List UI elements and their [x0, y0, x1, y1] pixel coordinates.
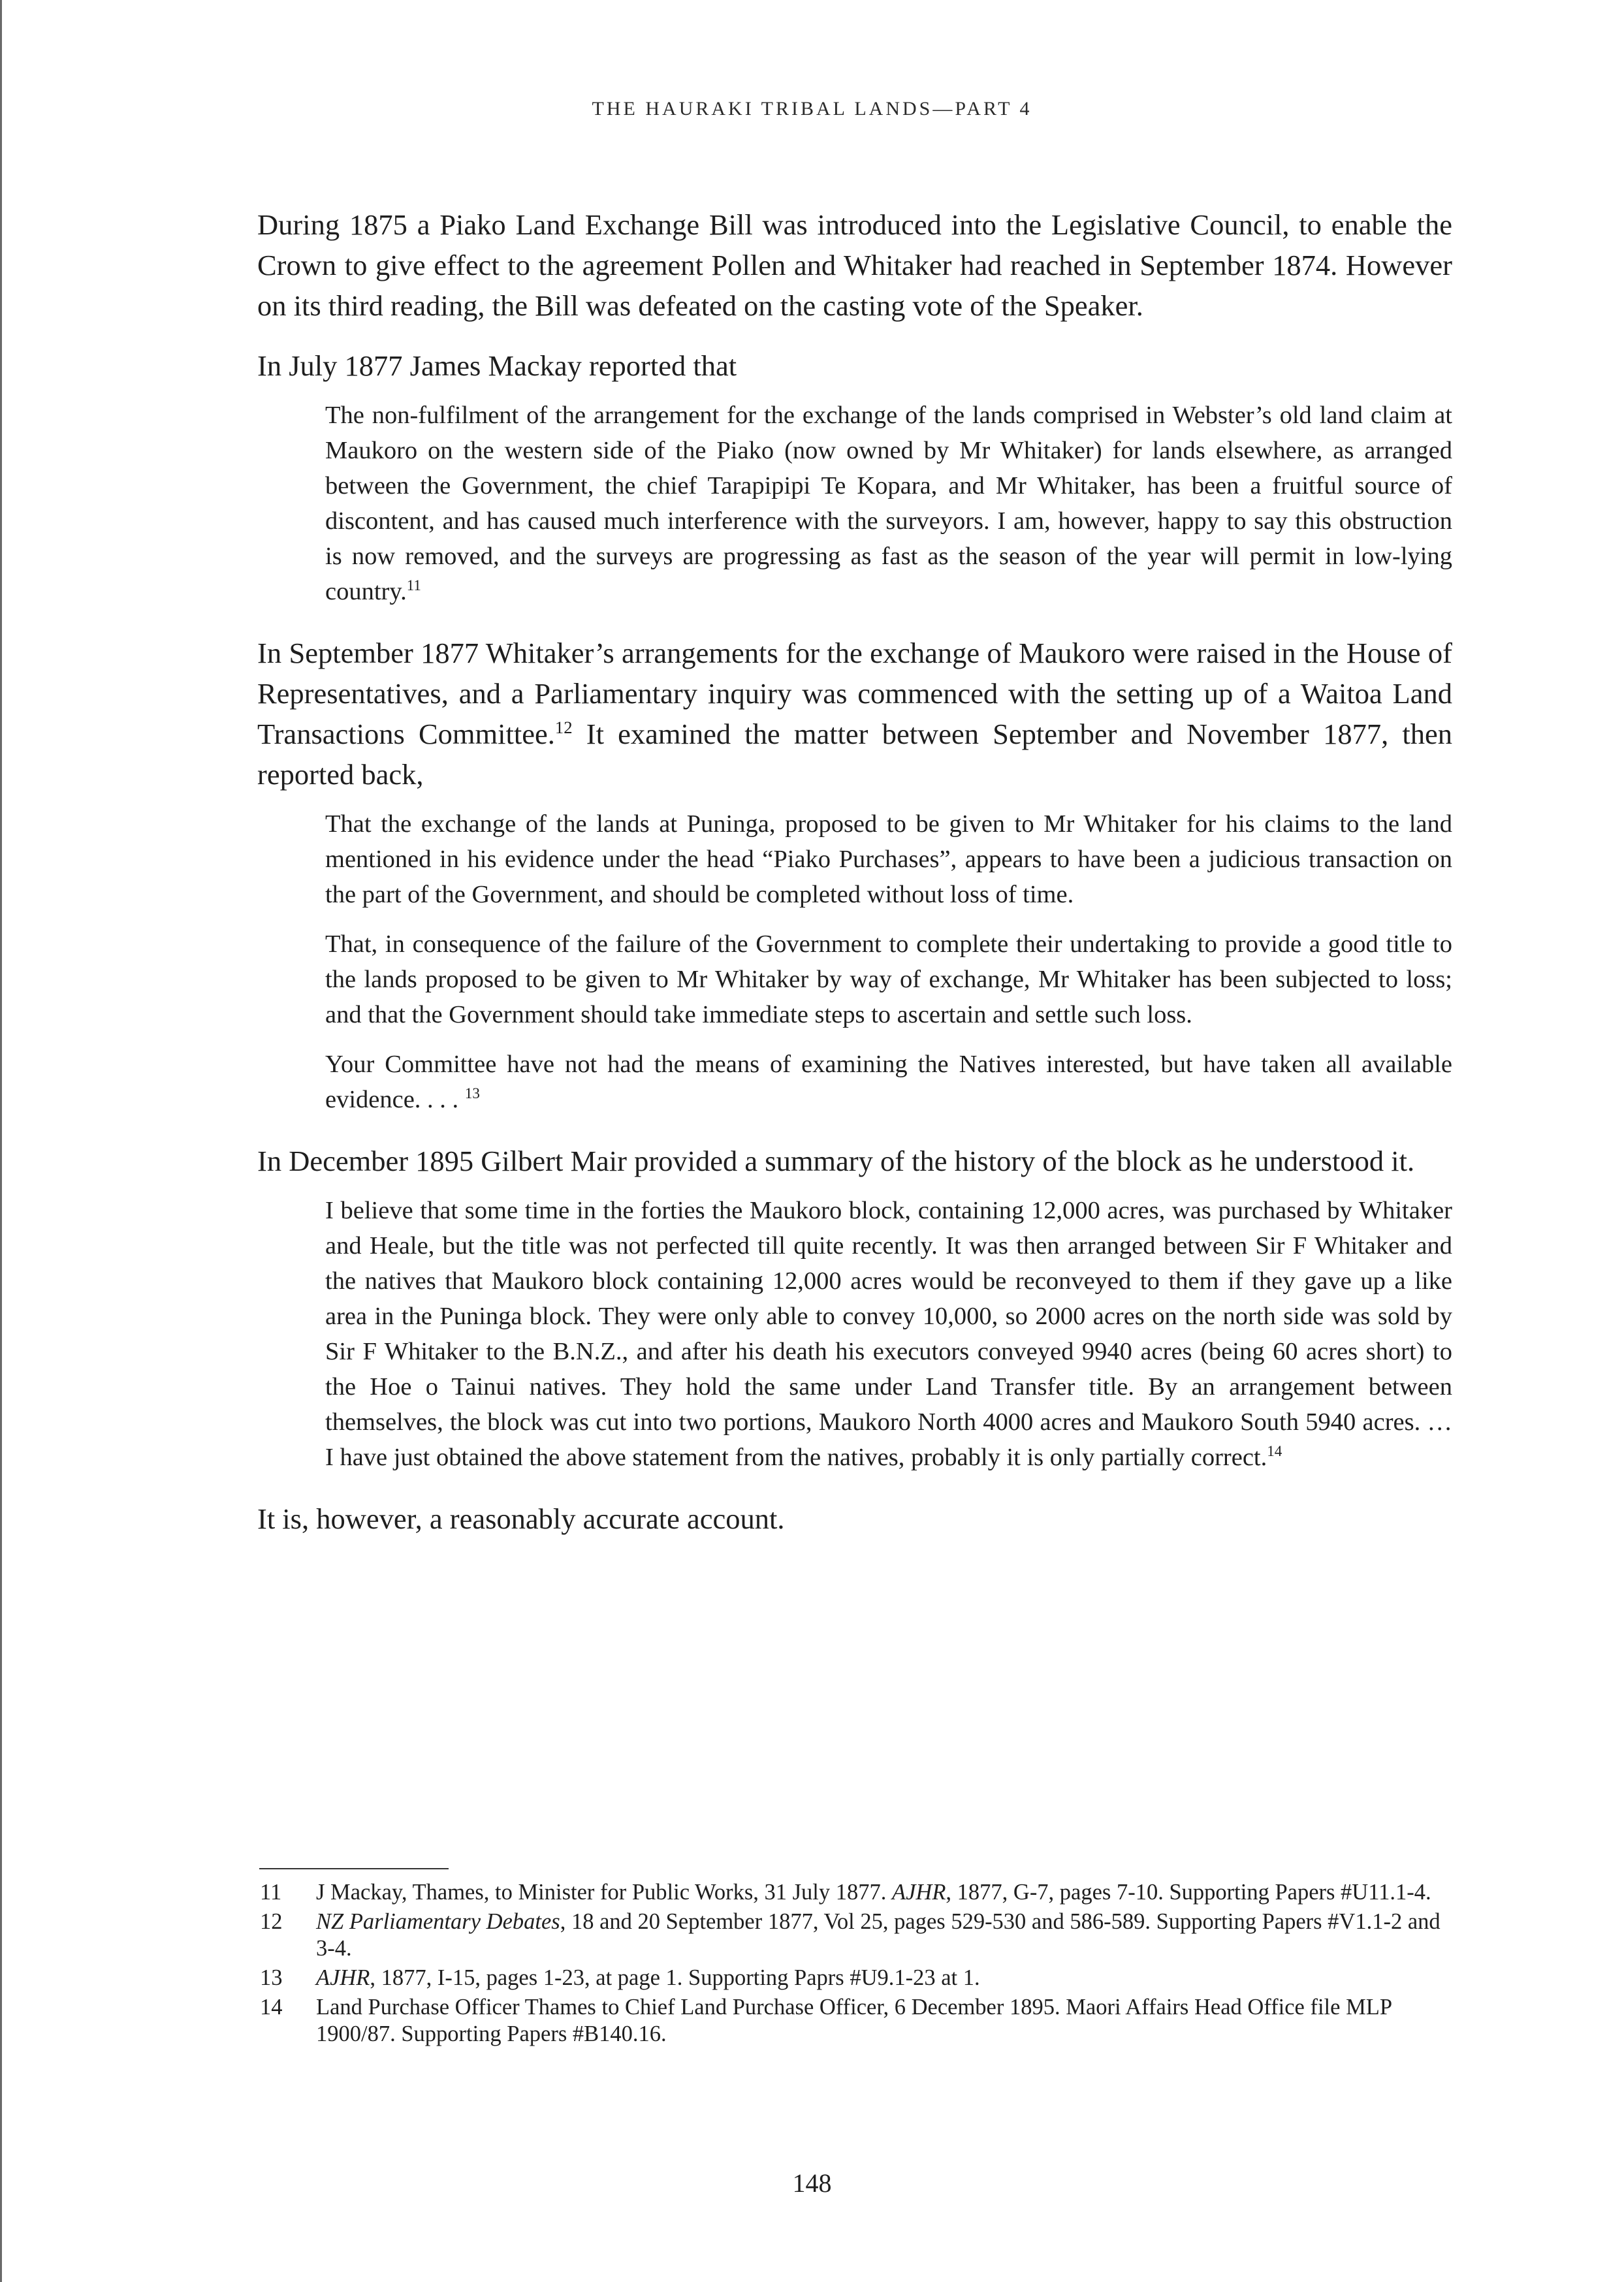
- block-quote-mair: [325, 1193, 1452, 1475]
- running-header: THE HAURAKI TRIBAL LANDS—PART 4: [592, 98, 1032, 119]
- footnote-italic: AJHR: [892, 1880, 946, 1905]
- footnote-number: 12: [260, 1909, 283, 1934]
- footnote-number: 14: [260, 1995, 283, 2020]
- page-number: 148: [792, 2168, 832, 2198]
- footnote-text: , 1877, I-15, pages 1-23, at page 1. Supporting Paprs #U9.1-23 at 1.: [370, 1965, 980, 1990]
- footnote-italic: AJHR: [316, 1965, 370, 1990]
- footnote-text: , 1877, G-7, pages 7-10. Supporting Papers #U11.1-4.: [946, 1880, 1431, 1905]
- quote-1: [325, 398, 1452, 609]
- paragraph-3-text-a: In September 1877 Whitaker’s arrangements for the exchange of Maukoro were raised in the House of Representatives, and a Parliamentary inquiry was commenced with the setting up of a Waitoa Land Transactions Committee.: [257, 637, 1452, 750]
- footnote-number: 11: [260, 1880, 282, 1905]
- block-quote-committee: [325, 806, 1452, 1117]
- footnote-11: [257, 1879, 1452, 1906]
- quote-5: [325, 1193, 1452, 1475]
- footnote-14: [257, 1994, 1452, 2048]
- footnote-number: 13: [260, 1965, 283, 1990]
- footnote-text: , 18 and 20 September 1877, Vol 25, pages 529-530 and 586-589. Supporting Papers #V1.1-2 and 3-4.: [316, 1909, 1441, 1961]
- footnote-12: [257, 1909, 1452, 1962]
- paragraph-2: In July 1877 James Mackay reported that: [257, 349, 737, 382]
- footnotes: [257, 1879, 1452, 2050]
- paragraph-4: In December 1895 Gilbert Mair provided a summary of the history of the block as he understood it.: [257, 1145, 1415, 1177]
- quote-4: [325, 1047, 1452, 1117]
- block-quote-mackay: [325, 398, 1452, 609]
- page-edge: [0, 0, 2, 2282]
- quote-1-text: The non-fulfilment of the arrangement for the exchange of the lands comprised in Webster’s old land claim at Maukoro on the western side of the Piako (now owned by Mr Whitaker) for lands elsewhere, as arranged between the Government, the chief Tarapipipi Te Kopara, and Mr Whitaker, has been a fruitful source of discontent, and has caused much interference with the surveyors. I am, however, happy to say this obstruction is now removed, and the surveys are progressing as fast as the season of the year will permit in low-lying country.: [325, 402, 1452, 605]
- footnote-ref-11: 11: [406, 577, 421, 594]
- footnote-ref-13: 13: [464, 1085, 480, 1102]
- paragraph-3: [257, 633, 1452, 795]
- quote-2: That the exchange of the lands at Puninga, proposed to be given to Mr Whitaker for his claims to the land mentioned in his evidence under the head “Piako Purchases”, appears to have been a judicious transaction on the part of the Government, and should be completed without loss of time.: [325, 810, 1452, 908]
- paragraph-3-text-b: It examined the matter between September and November 1877, then reported back,: [257, 718, 1452, 791]
- footnote-text: Land Purchase Officer Thames to Chief Land Purchase Officer, 6 December 1895. Maori Affairs Head Office file MLP 1900/87. Supporting Papers #B140.16.: [316, 1995, 1392, 2046]
- footnote-text: J Mackay, Thames, to Minister for Public Works, 31 July 1877.: [316, 1880, 893, 1905]
- paragraph-5: It is, however, a reasonably accurate account.: [257, 1502, 785, 1535]
- footnote-rule: [259, 1868, 449, 1869]
- quote-4-text: Your Committee have not had the means of examining the Natives interested, but have taken all available evidence. . . .: [325, 1051, 1452, 1113]
- main-text: [257, 204, 1452, 1559]
- footnote-italic: NZ Parliamentary Debates: [316, 1909, 560, 1934]
- quote-5-text: I believe that some time in the forties the Maukoro block, containing 12,000 acres, was purchased by Whitaker and Heale, but the title was not perfected till quite recently. It was then arranged between Sir F Whitaker and the natives that Maukoro block containing 12,000 acres would be reconveyed to them if they gave up a like area in the Puninga block. They were only able to convey 10,000, so 2000 acres on the north side was sold by Sir F Whitaker to the B.N.Z., and after his death his executors conveyed 9940 acres (being 60 acres short) to the Hoe o Tainui natives. They hold the same under Land Transfer title. By an arrangement between themselves, the block was cut into two portions, Maukoro North 4000 acres and Maukoro South 5940 acres. … I have just obtained the above statement from the natives, probably it is only partially correct.: [325, 1197, 1452, 1471]
- paragraph-1: During 1875 a Piako Land Exchange Bill was introduced into the Legislative Council, to enable the Crown to give effect to the agreement Pollen and Whitaker had reached in September 1874. However on its third reading, the Bill was defeated on the casting vote of the Speaker.: [257, 208, 1452, 322]
- footnote-ref-14: 14: [1267, 1442, 1282, 1460]
- quote-3: That, in consequence of the failure of the Government to complete their undertaking to provide a good title to the lands proposed to be given to Mr Whitaker by way of exchange, Mr Whitaker has been subjected to loss; and that the Government should take immediate steps to ascertain and settle such loss.: [325, 930, 1452, 1028]
- footnote-ref-12: 12: [554, 718, 573, 738]
- footnote-13: [257, 1965, 1452, 1991]
